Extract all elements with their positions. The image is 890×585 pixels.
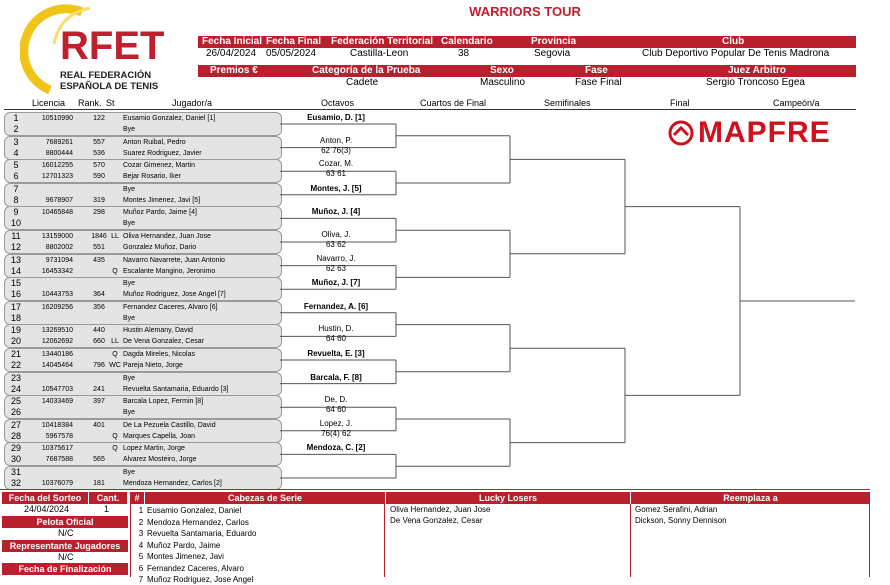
octavos-score: 76(4) 62 — [321, 428, 351, 438]
licencia: 8802002 — [45, 244, 73, 251]
draw-position: 18 — [10, 312, 21, 323]
status: LL — [111, 338, 119, 346]
col-cuartos: Cuartos de Final — [420, 98, 487, 108]
sponsor-name: MAPFRE — [698, 116, 831, 149]
draw-position: 17 — [10, 301, 21, 312]
seed-row — [135, 551, 224, 562]
player-name: Dagda Mireles, Nicolas — [123, 351, 195, 358]
footer-col-line-3 — [630, 504, 631, 577]
rank: 440 — [93, 327, 105, 335]
seed-name: Fernandez Caceres, Alvaro — [147, 563, 244, 573]
octavos-winner: Oliva, J. — [321, 230, 351, 239]
hash-label: # — [130, 492, 144, 504]
lucky-2: De Vena Gonzalez, Cesar — [390, 516, 483, 525]
player-name: Pareja Nieto, Jorge — [123, 362, 183, 369]
draw-position: 15 — [10, 278, 21, 289]
player-name: Revuelta Santamaria, Eduardo [3] — [123, 385, 229, 393]
player-name: Bye — [123, 185, 136, 193]
rank: 536 — [93, 149, 105, 157]
octavos-winner: Muñoz, J. [7] — [311, 278, 361, 288]
octavos-score: 64 60 — [325, 405, 347, 415]
player-name: Bye — [123, 220, 136, 228]
rank: 181 — [93, 480, 105, 487]
octavos-winner: Mendoza, C. [2] — [306, 443, 366, 453]
draw-position: 32 — [10, 478, 21, 488]
player-name: Muñoz Pardo, Jaime [4] — [123, 209, 197, 217]
rank: 319 — [93, 196, 105, 204]
seed-name: Eusamio Gonzalez, Daniel — [147, 506, 242, 515]
licencia: 16453342 — [41, 267, 73, 275]
federacion-label: Federación Territorial — [331, 36, 434, 47]
draw-position: 26 — [10, 407, 21, 418]
licencia: 14045464 — [41, 362, 73, 369]
licencia: 16209256 — [41, 303, 73, 311]
premios-label: Premios € — [210, 65, 258, 76]
status: Q — [112, 351, 118, 358]
draw-position: 22 — [10, 360, 21, 370]
octavos-winner: Barcala, F. [8] — [310, 372, 362, 382]
sorteo: 24/04/2024 — [24, 504, 70, 514]
licencia: 14033469 — [41, 398, 73, 406]
cant: 1 — [104, 504, 110, 514]
player-name: Escalante Mangino, Jeronimo — [123, 267, 216, 275]
player-name: Muñoz Rodriguez, Jose Angel [7] — [123, 291, 226, 299]
footer-divider — [0, 489, 870, 490]
repr: N/C — [58, 552, 74, 562]
provincia: Segovia — [534, 48, 571, 59]
sexo-label: Sexo — [490, 65, 514, 76]
player-name: Bye — [123, 280, 136, 288]
player-name: Fernandez Caceres, Alvaro [6] — [123, 303, 218, 311]
seed-number: 4 — [138, 540, 144, 550]
rank: 122 — [93, 115, 105, 122]
licencia: 7689261 — [45, 138, 73, 146]
reemplaza-1: Gomez Serafini, Adrian — [635, 505, 718, 514]
player-name: Bye — [123, 469, 136, 476]
rank: 435 — [93, 256, 105, 264]
rank: 565 — [93, 456, 105, 464]
octavos-winner: Revuelta, E. [3] — [307, 349, 365, 358]
rank: 397 — [93, 398, 105, 406]
logo-line2: ESPAÑOLA DE TENIS — [60, 81, 159, 92]
sorteo-label: Fecha del Sorteo — [2, 492, 88, 504]
draw-position: 24 — [10, 383, 21, 394]
draw-position: 29 — [10, 443, 21, 454]
footer-col-line-4 — [869, 504, 870, 577]
draw-position: 16 — [10, 289, 21, 300]
seed-number: 2 — [138, 517, 144, 527]
categoria: Cadete — [346, 77, 379, 88]
player-name: Anton Ruibal, Pedro — [123, 138, 186, 146]
licencia: 9731094 — [45, 256, 73, 264]
licencia: 9678907 — [45, 196, 73, 204]
fecha-inicial: 26/04/2024 — [206, 48, 257, 59]
fecha-final: 05/05/2024 — [266, 48, 317, 59]
categoria-label: Categoría de la Prueba — [312, 65, 421, 76]
seed-row — [135, 563, 244, 574]
octavos-score: 63 61 — [325, 169, 347, 179]
seed-number: 5 — [138, 552, 144, 561]
draw-position: 30 — [10, 454, 21, 465]
octavos-winner: Montes, J. [5] — [310, 183, 362, 193]
octavos-winner: Lopez, J. — [319, 418, 353, 428]
rank: 551 — [93, 244, 105, 251]
player-name: Hustin Alemany, David — [123, 327, 193, 335]
octavos-score: 64 60 — [325, 334, 347, 344]
status: Q — [112, 432, 118, 440]
seed-number: 3 — [138, 529, 144, 538]
col-final: Final — [670, 98, 690, 108]
rank: 660 — [93, 338, 105, 346]
status: WC — [109, 362, 121, 369]
player-name: De La Pezuela Castillo, David — [123, 421, 216, 429]
draw-position: 31 — [10, 467, 21, 477]
player-name: Suarez Rodriguez, Javier — [123, 149, 202, 157]
rank: 590 — [93, 173, 105, 181]
octavos-score: 62 76(3) — [321, 145, 351, 155]
club: Club Deportivo Popular De Tenis Madrona — [642, 48, 830, 59]
player-name: Gonzalez Muñoz, Dario — [123, 244, 197, 251]
rank: 796 — [93, 362, 105, 369]
lucky-1: Oliva Hernandez, Juan Jose — [390, 505, 491, 514]
rank: 356 — [93, 303, 105, 311]
seed-name: Revuelta Santamaria, Eduardo — [147, 529, 257, 538]
rank: 401 — [93, 421, 105, 429]
seed-name: Muñoz Rodriguez, Jose Angel — [147, 575, 254, 584]
seed-name: Montes Jimenez, Javi — [147, 552, 224, 561]
calendario-label: Calendario — [441, 36, 493, 47]
status: Q — [112, 445, 118, 453]
draw-position: 4 — [13, 147, 19, 158]
draw-position: 1 — [13, 113, 19, 123]
col-licencia: Licencia — [32, 98, 66, 108]
licencia: 10465848 — [41, 209, 73, 217]
draw-position: 11 — [11, 231, 21, 241]
footer-col-line-1 — [130, 504, 131, 577]
player-name: Bye — [123, 314, 136, 322]
seed-name: Muñoz Pardo, Jaime — [147, 540, 221, 550]
licencia: 10418384 — [41, 421, 73, 429]
licencia: 13159000 — [41, 233, 73, 240]
licencia: 10375617 — [41, 445, 73, 453]
seed-name: Mendoza Hernandez, Carlos — [147, 517, 249, 527]
octavos-winner: Eusamio, D. [1] — [307, 113, 365, 122]
col-campeon: Campeón/a — [773, 98, 820, 108]
sexo: Masculino — [480, 77, 526, 88]
licencia: 10547703 — [41, 385, 73, 393]
player-name: Bejar Rosario, Iker — [123, 173, 181, 181]
pelota-label: Pelota Oficial — [2, 516, 128, 528]
seeds-label: Cabezas de Serie — [145, 492, 385, 504]
rank: 298 — [93, 209, 105, 217]
col-semis: Semifinales — [544, 98, 591, 108]
player-name: Oliva Hernandez, Juan Jose — [123, 233, 211, 240]
juez: Sergio Troncoso Egea — [706, 77, 805, 88]
col-jugador: Jugador/a — [172, 98, 213, 108]
federacion: Castilla-Leon — [350, 48, 409, 59]
draw-position: 21 — [10, 349, 21, 359]
provincia-label: Provincia — [531, 36, 577, 47]
octavos-score: 62 63 — [325, 263, 347, 273]
seed-row — [135, 528, 256, 539]
draw-position: 3 — [13, 136, 19, 147]
player-name: Alvarez Mosteiro, Jorge — [123, 456, 197, 464]
pelota: N/C — [58, 528, 74, 538]
draw-position: 13 — [10, 254, 21, 265]
draw-position: 7 — [13, 183, 19, 194]
seed-number: 6 — [138, 563, 144, 573]
juez-label: Juez Arbitro — [728, 65, 786, 76]
seed-number: 7 — [138, 575, 144, 584]
licencia: 13269510 — [41, 327, 73, 335]
finalizacion-label: Fecha de Finalización — [2, 563, 128, 575]
draw-position: 9 — [13, 207, 19, 218]
cant-label: Cant. — [89, 492, 127, 504]
licencia: 8800444 — [45, 149, 73, 157]
draw-position: 28 — [10, 430, 21, 441]
player-name: Bye — [123, 374, 136, 382]
player-name: Cozar Gimenez, Martin — [123, 162, 195, 170]
octavos-winner: Navarro, J. — [316, 253, 356, 263]
logo-line1: REAL FEDERACIÓN — [60, 70, 152, 81]
tournament-title: WARRIORS TOUR — [469, 4, 581, 19]
rank: 557 — [93, 138, 105, 146]
col-rank: Rank. — [78, 98, 102, 108]
licencia: 12062692 — [41, 338, 73, 346]
octavos-winner: Hustin, D. — [318, 324, 354, 334]
licencia: 12701323 — [41, 173, 73, 181]
status: Q — [112, 267, 118, 275]
draw-position: 27 — [10, 419, 21, 430]
status: LL — [111, 233, 119, 240]
licencia: 13440186 — [41, 351, 73, 358]
seed-number: 1 — [138, 506, 144, 515]
col-st: St — [106, 98, 115, 108]
licencia: 5967578 — [45, 432, 73, 440]
octavos-winner: Fernandez, A. [6] — [303, 301, 369, 311]
logo-main: RFET — [60, 24, 165, 68]
draw-position: 23 — [10, 372, 21, 383]
fecha-inicial-label: Fecha Inicial — [202, 36, 263, 47]
octavos-winner: Cozar, M. — [318, 159, 354, 169]
player-name: Eusamio Gonzalez, Daniel [1] — [123, 115, 216, 122]
player-name: Marques Capella, Joan — [123, 432, 195, 440]
octavos-winner: De, D. — [324, 395, 348, 405]
fase: Fase Final — [575, 77, 622, 88]
player-name: Navarro Navarrete, Juan Antonio — [123, 256, 225, 264]
licencia: 10443753 — [41, 291, 73, 299]
player-name: Montes Jimenez, Javi [5] — [123, 196, 201, 204]
octavos-winner: Anton, P. — [320, 135, 352, 145]
repr-label: Representante Jugadores — [2, 540, 128, 552]
footer-col-line-2 — [384, 504, 385, 577]
licencia: 10510990 — [41, 115, 73, 122]
draw-position: 2 — [13, 124, 19, 134]
player-name: Barcala Lopez, Fermin [8] — [123, 398, 204, 406]
lucky-label: Lucky Losers — [386, 492, 630, 504]
draw-position: 10 — [10, 218, 21, 229]
draw-position: 8 — [13, 194, 19, 205]
seed-row — [135, 517, 249, 528]
col-octavos: Octavos — [321, 98, 355, 108]
player-name: Bye — [123, 409, 136, 417]
draw-position: 6 — [13, 171, 19, 182]
draw-position: 5 — [13, 160, 19, 171]
draw-position: 25 — [10, 396, 21, 407]
seed-row — [135, 574, 253, 585]
licencia: 7687588 — [45, 456, 73, 464]
fecha-final-label: Fecha Final — [266, 36, 322, 47]
club-label: Club — [722, 36, 745, 47]
player-name: De Vena Gonzalez, Cesar — [123, 338, 204, 346]
draw-position: 14 — [10, 265, 21, 276]
reemplaza-label: Reemplaza a — [631, 492, 870, 504]
draw-position: 12 — [10, 242, 21, 252]
player-name: Bye — [123, 126, 136, 133]
reemplaza-2: Dickson, Sonny Dennison — [635, 516, 727, 525]
licencia: 10376079 — [41, 480, 73, 487]
player-name: Lopez Martin, Jorge — [123, 445, 185, 453]
rank: 364 — [93, 291, 105, 299]
licencia: 16012255 — [41, 162, 73, 170]
rank: 241 — [93, 385, 105, 393]
rank: 570 — [93, 162, 105, 170]
rank: 1846 — [91, 233, 107, 240]
fase-label: Fase — [585, 65, 608, 76]
octavos-winner: Muñoz, J. [4] — [311, 207, 361, 217]
seed-row — [135, 540, 220, 551]
calendario: 38 — [458, 48, 470, 59]
seed-row — [135, 505, 241, 516]
octavos-score: 63 62 — [325, 240, 347, 249]
draw-position: 20 — [10, 336, 21, 347]
player-name: Mendoza Hernandez, Carlos [2] — [123, 480, 222, 487]
draw-position: 19 — [10, 325, 21, 336]
